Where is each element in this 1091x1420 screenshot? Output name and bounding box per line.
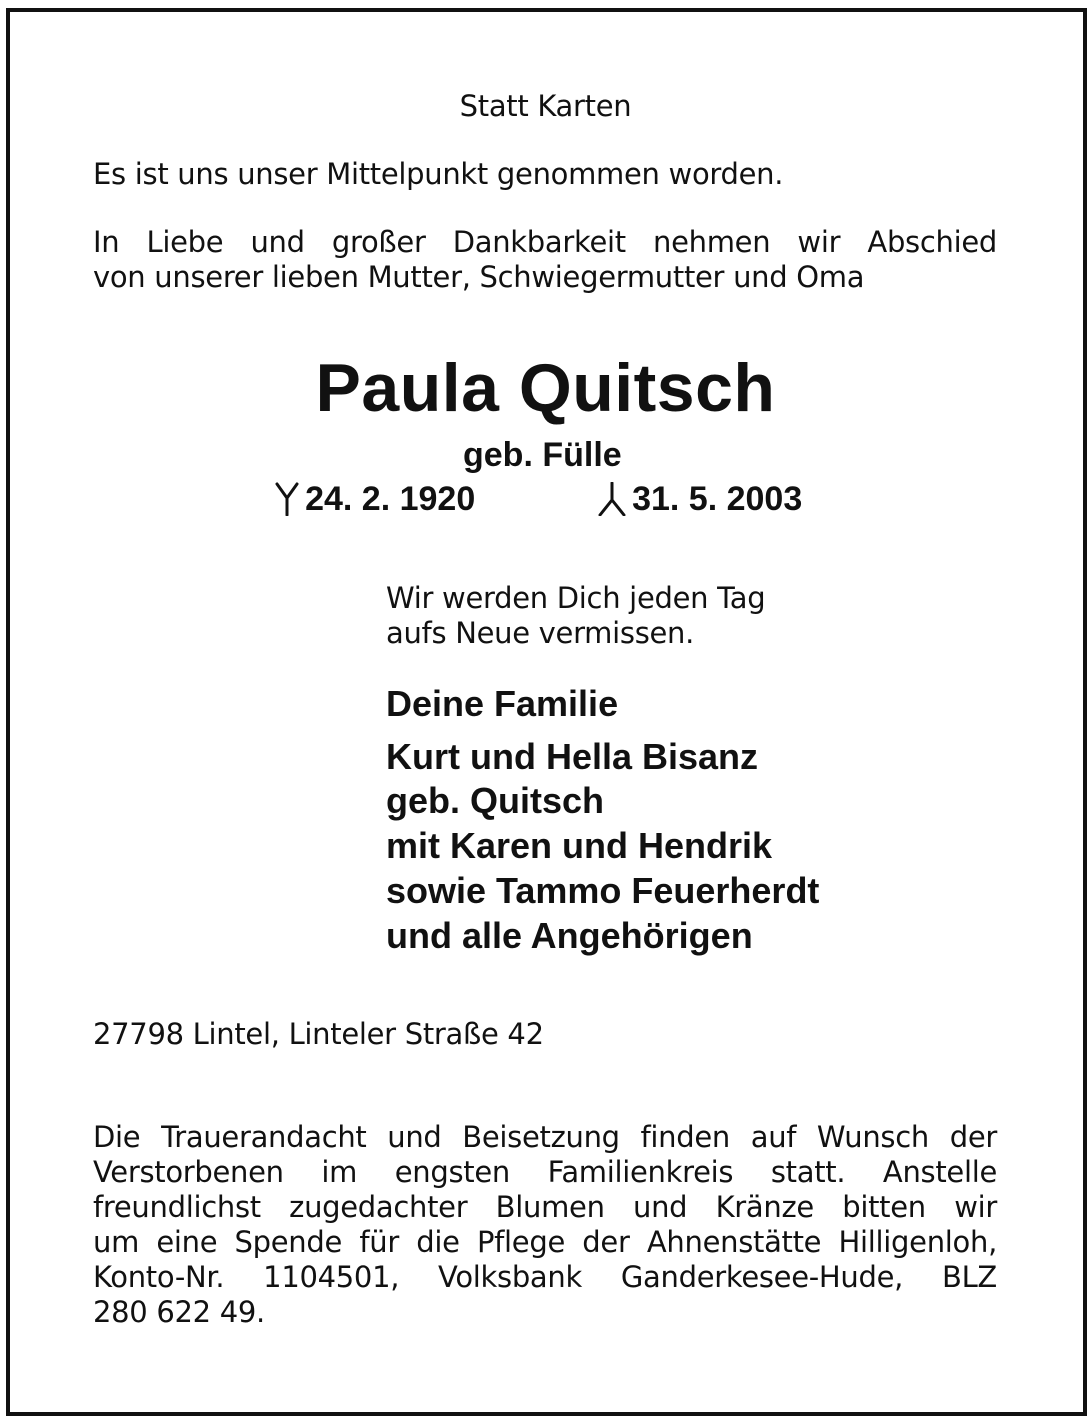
family-line: mit Karen und Hendrik bbox=[386, 825, 773, 866]
quote-line: aufs Neue vermissen. bbox=[386, 616, 695, 650]
deceased-name: Paula Quitsch bbox=[315, 350, 776, 426]
family-heading: Deine Familie bbox=[386, 683, 619, 724]
death-date: 31. 5. 2003 bbox=[632, 480, 803, 518]
closing-line: um eine Spende für die Pflege der Ahnenstätte Hilligenloh, bbox=[93, 1225, 997, 1259]
closing-line: Verstorbenen im engsten Familienkreis statt. Anstelle bbox=[93, 1155, 997, 1189]
birth-date: 24. 2. 1920 bbox=[305, 480, 476, 518]
farewell-paragraph bbox=[93, 225, 997, 295]
closing-line: freundlichst zugedachter Blumen und Kränze bitten wir bbox=[93, 1190, 997, 1224]
family-line: sowie Tammo Feuerherdt bbox=[386, 870, 820, 911]
farewell-line: In Liebe und großer Dankbarkeit nehmen wir Abschied bbox=[93, 225, 997, 259]
address: 27798 Lintel, Linteler Straße 42 bbox=[93, 1017, 544, 1051]
rune-of-life-icon bbox=[274, 482, 300, 516]
family-line: Kurt und Hella Bisanz bbox=[386, 736, 759, 777]
quote-line: Wir werden Dich jeden Tag bbox=[386, 581, 766, 615]
death-date-row bbox=[597, 482, 802, 516]
farewell-line: von unserer lieben Mutter, Schwiegermutter und Oma bbox=[93, 260, 865, 294]
closing-line: Konto-Nr. 1104501, Volksbank Ganderkesee-Hude, BLZ bbox=[93, 1260, 997, 1294]
header-statt-karten: Statt Karten bbox=[459, 89, 632, 123]
birth-date-row bbox=[274, 482, 475, 516]
closing-line: Die Trauerandacht und Beisetzung finden auf Wunsch der bbox=[93, 1120, 997, 1154]
family-line: geb. Quitsch bbox=[386, 780, 605, 821]
intro-sentence: Es ist uns unser Mittelpunkt genommen worden. bbox=[93, 157, 784, 191]
closing-paragraph bbox=[93, 1120, 997, 1330]
closing-line: 280 622 49. bbox=[93, 1295, 265, 1329]
family-line: und alle Angehörigen bbox=[386, 915, 753, 956]
rune-of-death-icon bbox=[597, 482, 627, 516]
maiden-name: geb. Fülle bbox=[463, 436, 622, 474]
